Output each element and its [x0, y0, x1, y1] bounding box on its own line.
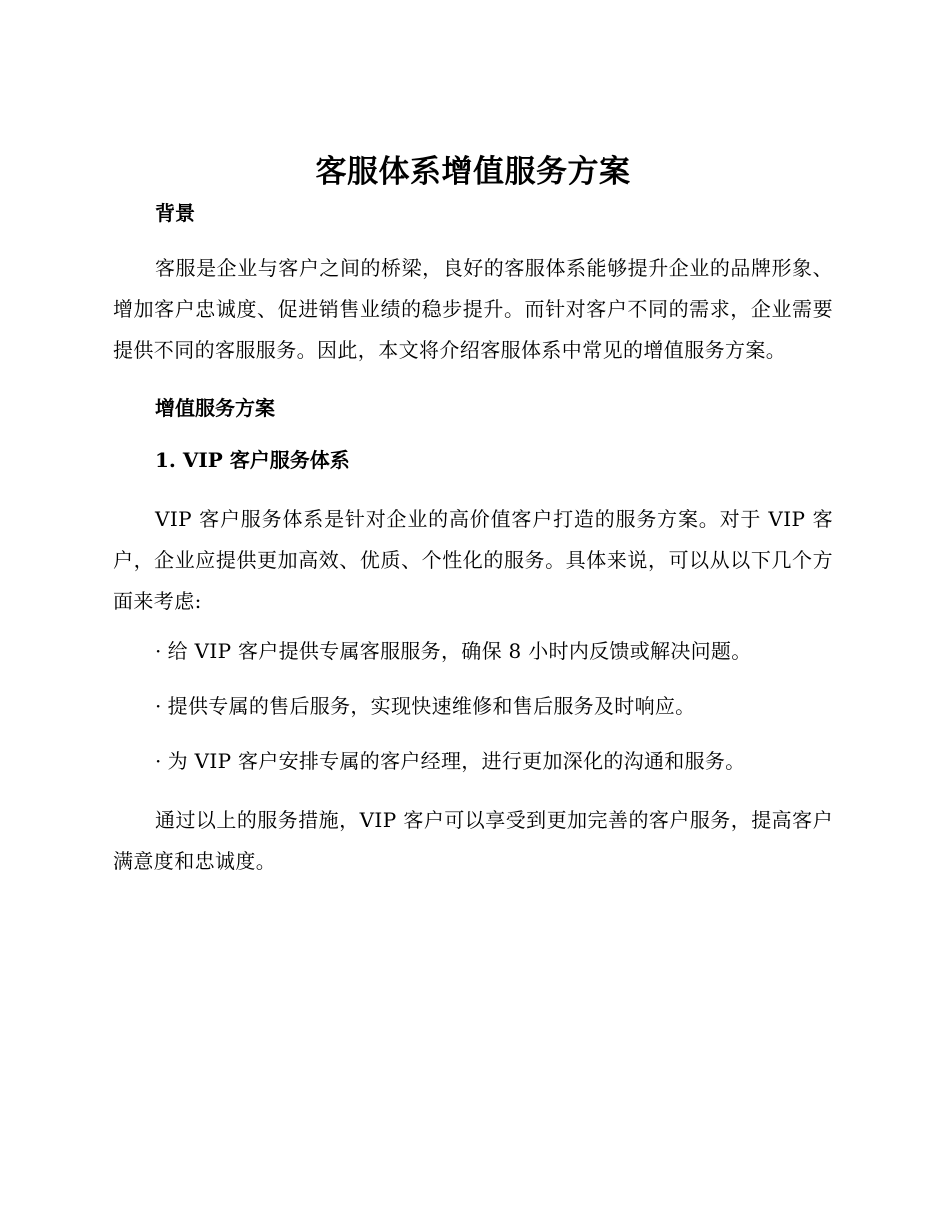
section-heading-plans: 增值服务方案 [155, 396, 275, 420]
subsection-heading-vip: 1. VIP 客户服务体系 [155, 448, 350, 472]
document-body [113, 150, 833, 882]
bullet-text: 给 VIP 客户提供专属客服服务，确保 8 小时内反馈或解决问题。 [167, 639, 752, 663]
bullet-item [113, 693, 833, 719]
document-title: 客服体系增值服务方案 [315, 154, 631, 190]
bullet-marker: · [155, 639, 162, 663]
bullet-item [113, 748, 833, 774]
bullet-marker: · [155, 749, 162, 773]
section-heading-background: 背景 [155, 201, 195, 225]
conclusion-paragraph: 通过以上的服务措施，VIP 客户可以享受到更加完善的客户服务，提高客户满意度和忠诚度。 [113, 808, 833, 873]
bullet-text: 为 VIP 客户安排专属的客户经理，进行更加深化的沟通和服务。 [167, 749, 746, 773]
bullet-text: 提供专属的售后服务，实现快速维修和售后服务及时响应。 [167, 694, 696, 718]
bullet-item [113, 638, 833, 664]
bullet-marker: · [155, 694, 162, 718]
vip-intro-paragraph: VIP 客户服务体系是针对企业的高价值客户打造的服务方案。对于 VIP 客户，企业应提供更加高效、优质、个性化的服务。具体来说，可以从以下几个方面来考虑: [113, 507, 833, 613]
background-paragraph: 客服是企业与客户之间的桥梁，良好的客服体系能够提升企业的品牌形象、增加客户忠诚度、促进销售业绩的稳步提升。而针对客户不同的需求，企业需要提供不同的客服服务。因此，本文将介绍客服体系中常见的增值服务方案。 [113, 256, 833, 362]
